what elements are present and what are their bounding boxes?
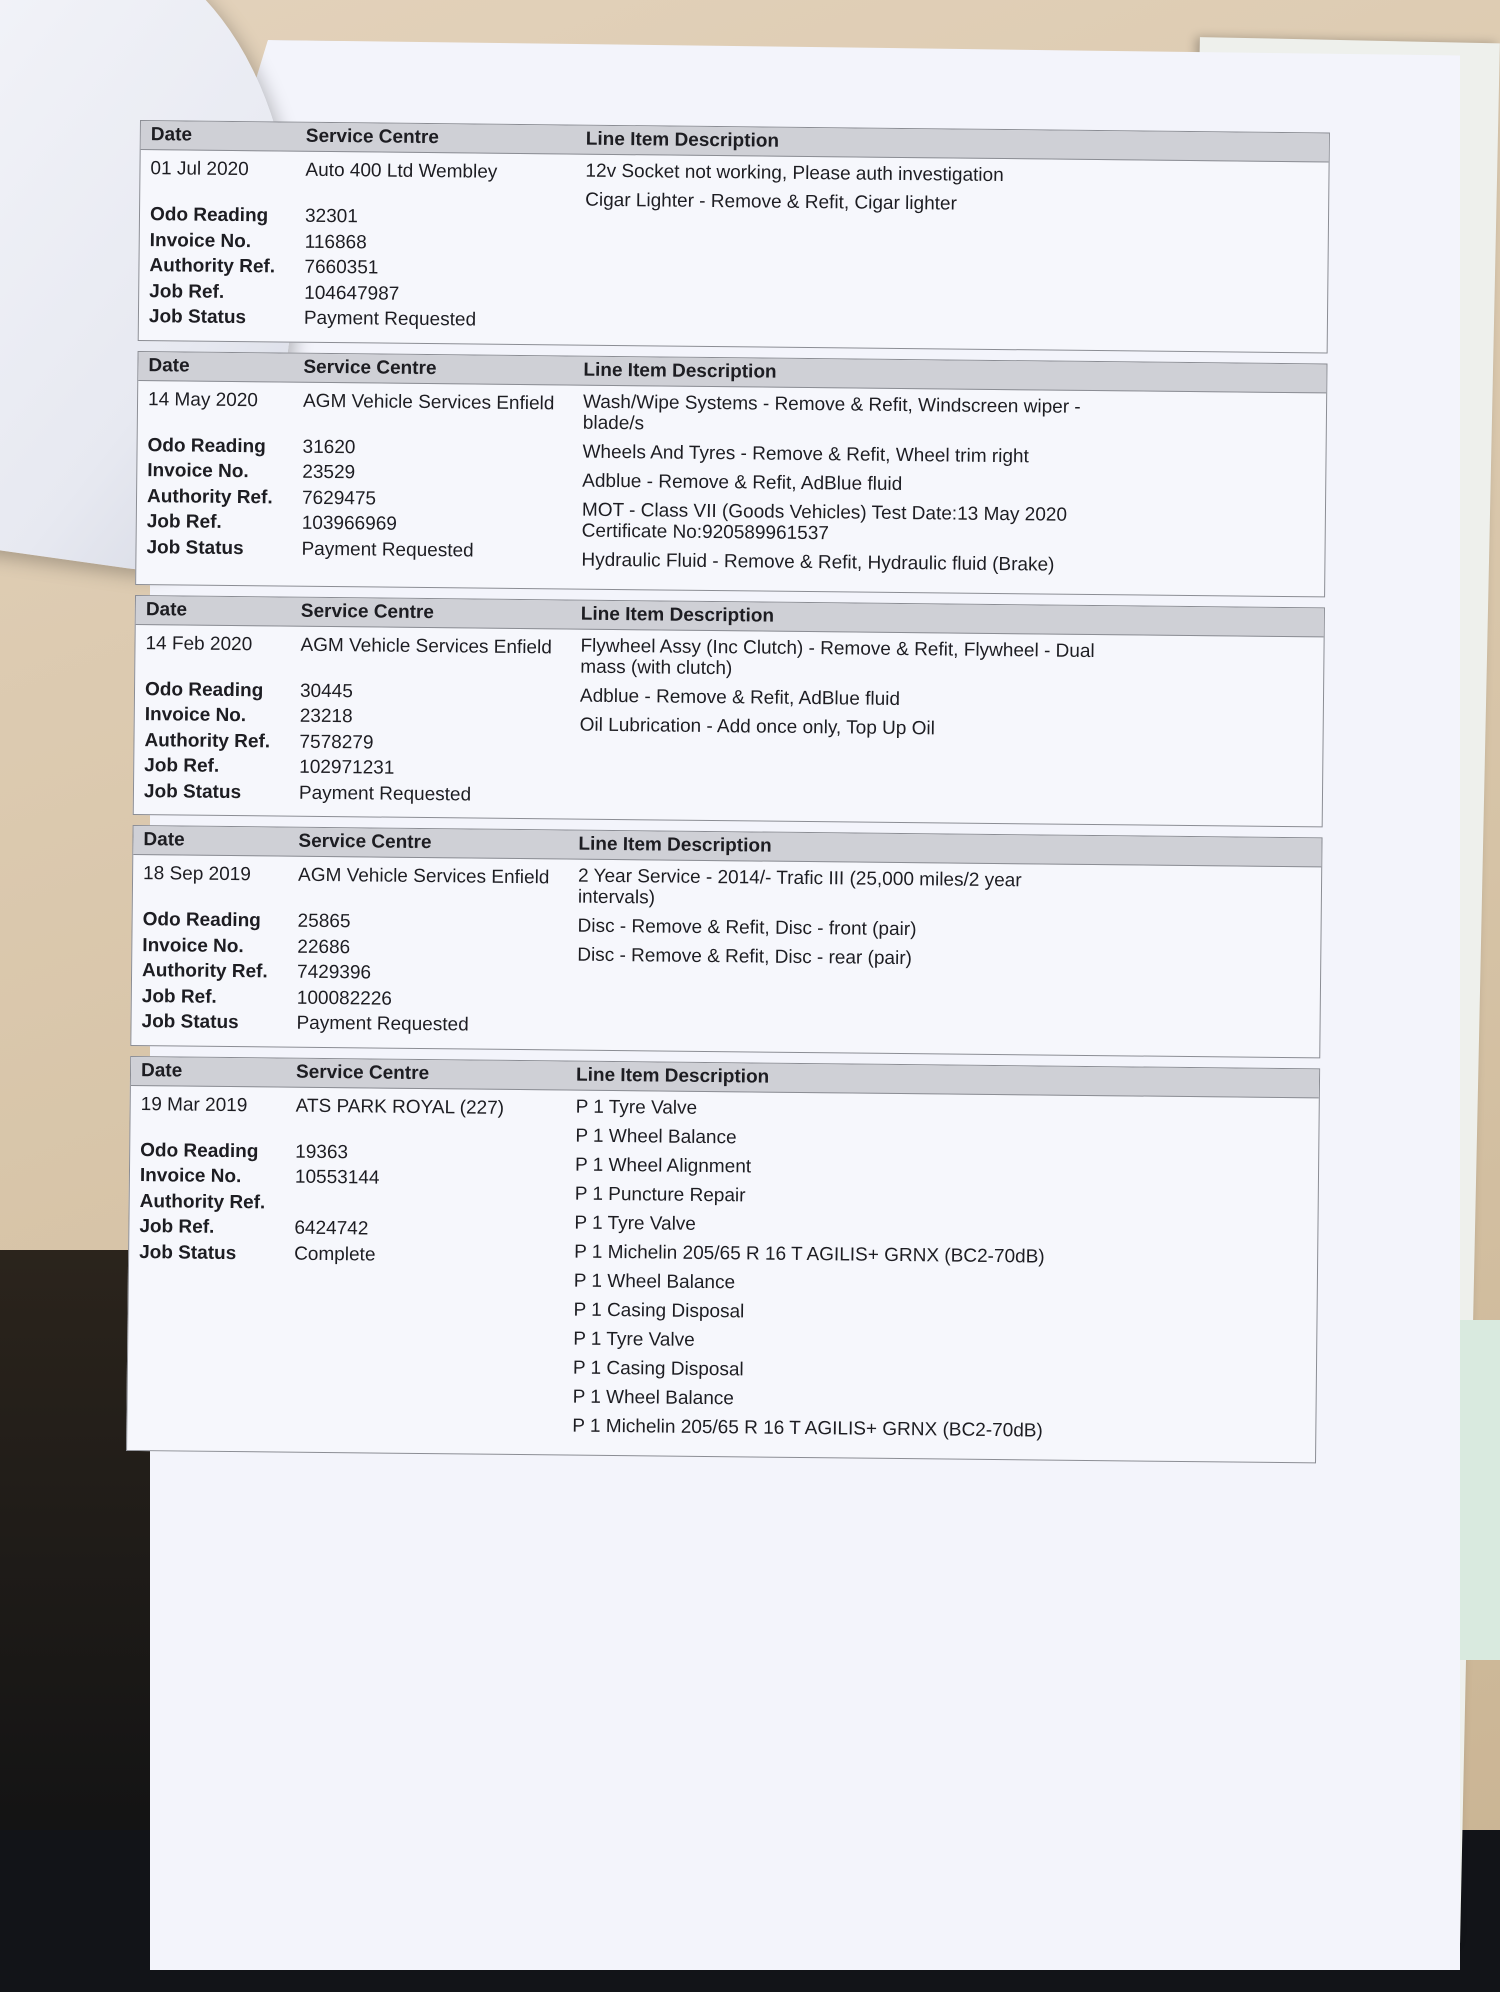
line-items	[576, 866, 1321, 1047]
label-invoice-no: Invoice No.	[149, 229, 252, 252]
value-invoice-no: 10553144	[294, 1166, 380, 1189]
value-authority-ref	[295, 1190, 575, 1218]
label-invoice-no: Invoice No.	[139, 1165, 242, 1188]
line-item: 2 Year Service - 2014/- Trafic III (25,000 miles/2 year intervals)	[577, 865, 1022, 909]
value-job-status: Complete	[294, 1243, 376, 1266]
record-service-centre: AGM Vehicle Services Enfield	[297, 864, 550, 889]
service-record	[135, 350, 1327, 596]
record-body	[136, 380, 1326, 595]
line-item: Adblue - Remove & Refit, AdBlue fluid	[582, 470, 903, 495]
header-service-centre: Service Centre	[300, 600, 435, 623]
header-line-item-description: Line Item Description	[578, 833, 772, 857]
line-items	[581, 391, 1326, 586]
label-job-status: Job Status	[139, 1241, 237, 1264]
label-authority-ref: Authority Ref.	[144, 729, 271, 752]
label-job-ref: Job Ref.	[149, 280, 225, 303]
record-service-centre: ATS PARK ROYAL (227)	[295, 1095, 505, 1119]
value-job-ref: 100082226	[296, 987, 393, 1010]
line-item: P 1 Casing Disposal	[572, 1357, 744, 1380]
record-service-centre: Auto 400 Ltd Wembley	[305, 159, 498, 183]
header-line-item-description: Line Item Description	[575, 1064, 770, 1088]
line-item: Cigar Lighter - Remove & Refit, Cigar lighter	[585, 189, 957, 215]
label-odo-reading: Odo Reading	[140, 1139, 259, 1162]
header-service-centre: Service Centre	[298, 830, 432, 854]
value-authority-ref: 7429396	[296, 961, 372, 984]
label-job-status: Job Status	[143, 780, 242, 803]
record-details	[134, 630, 581, 808]
record-body	[131, 855, 1321, 1057]
line-item: P 1 Puncture Repair	[574, 1183, 746, 1206]
record-date: 01 Jul 2020	[150, 158, 249, 181]
line-item: P 1 Michelin 205/65 R 16 T AGILIS+ GRNX (BC2-70dB)	[572, 1415, 1043, 1442]
header-line-item-description: Line Item Description	[583, 359, 777, 383]
value-job-status: Payment Requested	[298, 782, 472, 806]
header-service-centre: Service Centre	[303, 356, 437, 379]
service-record	[138, 120, 1330, 353]
value-job-status: Payment Requested	[301, 538, 474, 562]
header-line-item-description: Line Item Description	[580, 603, 775, 627]
label-job-ref: Job Ref.	[141, 985, 217, 1008]
record-date: 18 Sep 2019	[142, 863, 251, 886]
value-invoice-no: 22686	[297, 936, 351, 958]
label-job-ref: Job Ref.	[144, 755, 220, 777]
record-service-centre: AGM Vehicle Services Enfield	[302, 390, 555, 414]
header-service-centre: Service Centre	[295, 1061, 430, 1084]
header-service-centre: Service Centre	[305, 125, 440, 149]
record-details	[131, 861, 578, 1039]
line-item: P 1 Tyre Valve	[574, 1212, 697, 1235]
value-odo-reading: 30445	[299, 680, 353, 702]
header-date: Date	[143, 829, 185, 851]
service-history	[126, 120, 1340, 1473]
label-authority-ref: Authority Ref.	[146, 485, 273, 508]
line-item: Oil Lubrication - Add once only, Top Up Oil	[579, 714, 936, 739]
label-job-ref: Job Ref.	[146, 511, 222, 533]
line-item: P 1 Tyre Valve	[575, 1096, 698, 1119]
header-date: Date	[140, 1059, 183, 1081]
label-authority-ref: Authority Ref.	[139, 1190, 266, 1213]
label-odo-reading: Odo Reading	[144, 678, 264, 701]
record-body	[139, 150, 1329, 352]
value-invoice-no: 116868	[304, 231, 367, 253]
field-values	[301, 434, 582, 564]
label-job-status: Job Status	[141, 1011, 239, 1034]
value-odo-reading: 31620	[302, 436, 356, 458]
header-date: Date	[150, 124, 193, 146]
line-item: P 1 Wheel Balance	[573, 1270, 736, 1293]
line-item: Wheels And Tyres - Remove & Refit, Wheel trim right	[582, 441, 1029, 467]
header-date: Date	[148, 354, 190, 377]
record-details	[139, 156, 586, 334]
value-job-ref: 6424742	[294, 1217, 369, 1240]
label-invoice-no: Invoice No.	[144, 704, 247, 727]
record-body	[127, 1085, 1319, 1461]
label-invoice-no: Invoice No.	[147, 460, 249, 483]
line-items	[572, 1096, 1319, 1452]
value-job-ref: 103966969	[301, 512, 398, 535]
value-odo-reading: 19363	[295, 1141, 349, 1163]
label-authority-ref: Authority Ref.	[149, 255, 276, 278]
field-values	[294, 1139, 575, 1269]
field-labels	[131, 907, 297, 1036]
line-item: 12v Socket not working, Please auth investigation	[585, 160, 1004, 187]
line-items	[584, 161, 1329, 342]
field-labels	[136, 432, 302, 561]
header-date: Date	[145, 598, 188, 621]
record-date: 14 Feb 2020	[145, 632, 253, 655]
line-item: Disc - Remove & Refit, Disc - rear (pair)	[577, 944, 913, 970]
label-odo-reading: Odo Reading	[142, 909, 261, 932]
line-item: P 1 Wheel Balance	[575, 1125, 737, 1148]
line-item: Flywheel Assy (Inc Clutch) - Remove & Refit, Flywheel - Dual mass (with clutch)	[580, 635, 1095, 679]
field-labels	[129, 1137, 295, 1266]
line-item: P 1 Wheel Balance	[572, 1386, 735, 1409]
header-line-item-description: Line Item Description	[585, 128, 780, 152]
value-invoice-no: 23218	[299, 705, 353, 728]
line-item: P 1 Tyre Valve	[573, 1328, 695, 1351]
label-authority-ref: Authority Ref.	[141, 960, 268, 983]
value-job-status: Payment Requested	[296, 1012, 469, 1036]
line-item: Wash/Wipe Systems - Remove & Refit, Windscreen wiper - blade/s	[582, 391, 1081, 434]
label-invoice-no: Invoice No.	[142, 934, 244, 957]
label-job-status: Job Status	[148, 306, 247, 329]
value-authority-ref: 7660351	[304, 256, 379, 279]
value-invoice-no: 23529	[302, 461, 356, 484]
line-item: Adblue - Remove & Refit, AdBlue fluid	[579, 685, 901, 710]
value-odo-reading: 25865	[297, 910, 351, 933]
service-record	[133, 594, 1325, 827]
record-service-centre: AGM Vehicle Services Enfield	[300, 634, 552, 658]
record-date: 14 May 2020	[147, 388, 259, 411]
value-odo-reading: 32301	[304, 205, 358, 228]
record-details	[136, 386, 583, 578]
value-job-ref: 104647987	[304, 282, 400, 305]
value-job-status: Payment Requested	[303, 307, 477, 331]
line-item: MOT - Class VII (Goods Vehicles) Test Date:13 May 2020 Certificate No:920589961537	[581, 499, 1068, 544]
label-odo-reading: Odo Reading	[147, 434, 266, 457]
record-body	[134, 624, 1324, 826]
line-item: Disc - Remove & Refit, Disc - front (pair)	[577, 915, 917, 941]
line-item: P 1 Wheel Alignment	[574, 1154, 752, 1177]
line-item: P 1 Michelin 205/65 R 16 T AGILIS+ GRNX (BC2-70dB)	[574, 1241, 1045, 1268]
line-item: P 1 Casing Disposal	[573, 1299, 745, 1322]
label-odo-reading: Odo Reading	[149, 204, 269, 227]
line-item: Hydraulic Fluid - Remove & Refit, Hydraulic fluid (Brake)	[581, 549, 1055, 576]
label-job-status: Job Status	[146, 536, 244, 559]
service-record	[130, 825, 1322, 1058]
field-values	[296, 909, 577, 1039]
value-job-ref: 102971231	[299, 756, 395, 779]
field-labels	[139, 202, 305, 331]
line-items	[579, 635, 1324, 816]
field-values	[304, 204, 585, 334]
record-details	[127, 1091, 576, 1444]
field-values	[299, 678, 580, 808]
label-job-ref: Job Ref.	[139, 1216, 215, 1238]
service-record	[126, 1055, 1320, 1462]
value-authority-ref: 7629475	[301, 487, 377, 509]
field-labels	[134, 676, 300, 805]
record-date: 19 Mar 2019	[140, 1093, 248, 1116]
value-authority-ref: 7578279	[299, 731, 374, 753]
